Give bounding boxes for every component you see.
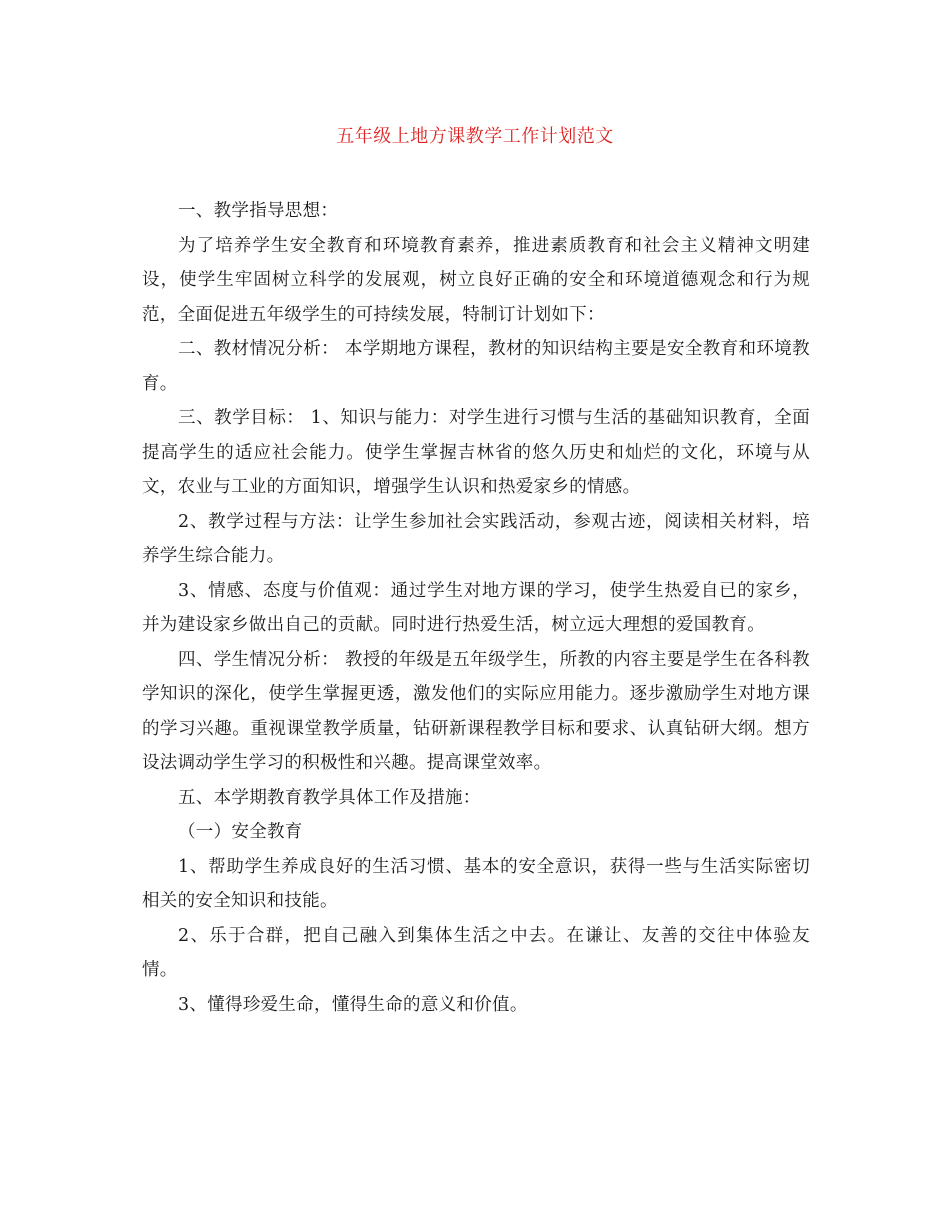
paragraph-process-methods: 2、教学过程与方法：让学生参加社会实践活动，参观古迹，阅读相关材料，培养学生综合能力。 xyxy=(142,511,810,566)
paragraph-emotion-values: 3、情感、态度与价值观：通过学生对地方课的学习，使学生热爱自已的家乡，并为建设家乡做出自己的贡献。同时进行热爱生活，树立远大理想的爱国教育。 xyxy=(142,580,810,635)
paragraph-teaching-goals: 三、教学目标： 1、知识与能力：对学生进行习惯与生活的基础知识教育，全面提高学生的适应社会能力。使学生掌握吉林省的悠久历史和灿烂的文化，环境与从文，农业与工业的方面知识，增强学生认识和热爱家乡的情感。 xyxy=(142,408,810,497)
list-item-safety-2: 2、乐于合群，把自己融入到集体生活之中去。在谦让、友善的交往中体验友情。 xyxy=(142,925,810,980)
section-heading-measures: 五、本学期教育教学具体工作及措施： xyxy=(178,787,481,808)
subsection-heading-safety: （一）安全教育 xyxy=(178,822,303,842)
paragraph-student-analysis: 四、学生情况分析： 教授的年级是五年级学生，所教的内容主要是学生在各科教学知识的深化，使学生掌握更透，激发他们的实际应用能力。逐步激励学生对地方课的学习兴趣。重视课堂教学质量，钻研新课程教学目标和要求、认真钻研大纲。想方设法调动学生学习的积极性和兴趣。提高课堂效率。 xyxy=(142,649,810,773)
document-body xyxy=(142,194,810,1022)
list-item-safety-1: 1、帮助学生养成良好的生活习惯、基本的安全意识，获得一些与生活实际密切相关的安全知识和技能。 xyxy=(142,856,810,911)
list-item-safety-3: 3、懂得珍爱生命，懂得生命的意义和价值。 xyxy=(178,994,528,1015)
paragraph-textbook-analysis: 二、教材情况分析： 本学期地方课程，教材的知识结构主要是安全教育和环境教育。 xyxy=(142,339,810,394)
paragraph-guiding-ideology: 为了培养学生安全教育和环境教育素养，推进素质教育和社会主义精神文明建设，使学生牢固树立科学的发展观，树立良好正确的安全和环境道德观念和行为规范，全面促进五年级学生的可持续发展，特制订计划如下： xyxy=(142,235,810,325)
document-title: 五年级上地方课教学工作计划范文 xyxy=(336,126,614,147)
section-heading-guiding-ideology: 一、教学指导思想： xyxy=(178,201,339,221)
